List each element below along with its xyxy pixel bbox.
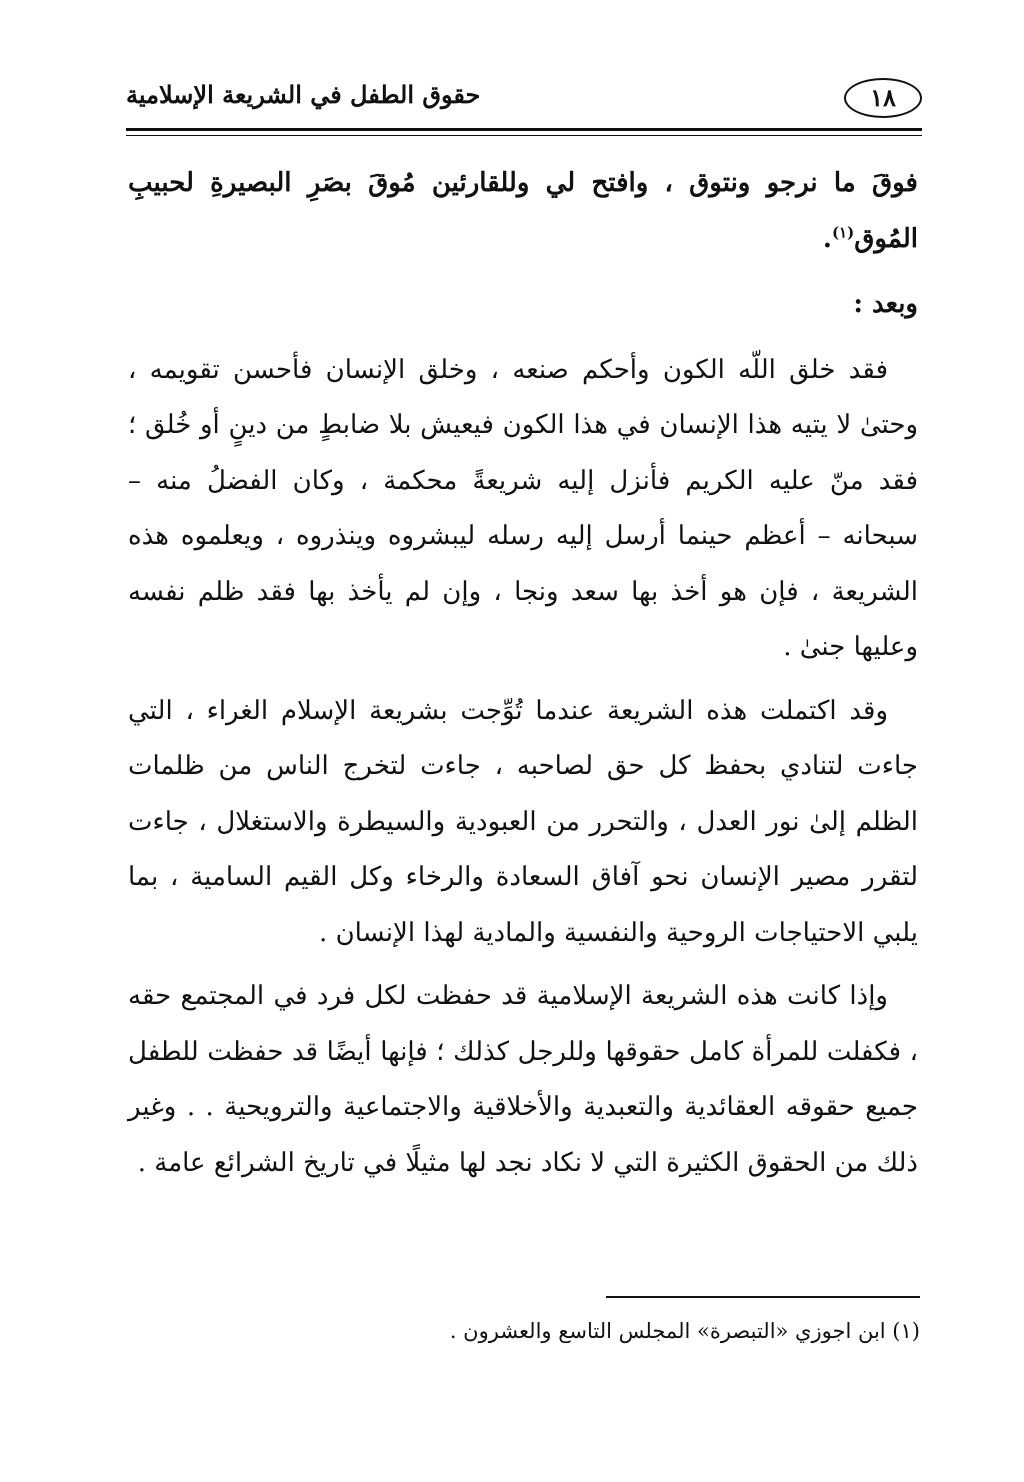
footnote-1: (١) ابن اجوزي «التبصرة» المجلس التاسع والعشرون . [449,1319,920,1343]
footnote-separator [606,1296,920,1298]
opening-end: . [822,223,832,254]
header-rule-thick [126,128,922,131]
paragraph-gap [128,961,918,969]
page-header [126,70,922,128]
paragraph-3: وإذا كانت هذه الشريعة الإسلامية قد حفظت لكل فرد في المجتمع حقه ، فكفلت للمرأة كامل حقوقها وللرجل كذلك ؛ فإنها أيضًا قد حفظت للطفل جميع حقوقه العقائدية والتعبدية والأخلاقية والاجتماعية والترويحية . . وغير ذلك من الحقوق الكثيرة التي لا نكاد نجد لها مثيلًا في تاريخ الشرائع عامة . [128,981,918,1178]
section-heading: وبعد : [853,289,918,319]
main-text [128,156,918,1191]
header-rule-thin [126,135,922,136]
footnote-ref-1: (١) [831,222,855,241]
running-title: حقوق الطفل في الشريعة الإسلامية [126,80,481,109]
opening-paragraph [128,156,918,267]
opening-text: فوقَ ما نرجو ونتوق ، وافتح لي وللقارئين مُوقَ بصَرِ البصيرةِ لحبيبِ المُوق [128,168,918,254]
paragraph-2: وقد اكتملت هذه الشريعة عندما تُوِّجت بشريعة الإسلام الغراء ، التي جاءت لتنادي بحفظ كل حق لصاحبه ، جاءت لتخرج الناس من ظلمات الظلم إلىٰ نور العدل ، والتحرر من العبودية والسيطرة والاستغلال ، جاءت لتقرر مصير الإنسان نحو آفاق السعادة والرخاء وكل القيم السامية ، بما يلبي الاحتياجات الروحية والنفسية والمادية لهذا الإنسان . [128,695,918,948]
paragraph-gap [128,676,918,684]
paragraph-1: فقد خلق اللّه الكون وأحكم صنعه ، وخلق الإنسان فأحسن تقويمه ، وحتىٰ لا يتيه هذا الإنسان في هذا الكون فيعيش بلا ضابطٍ من دينٍ أو خُلق ؛ فقد منّ عليه الكريم فأنزل إليه شريعةً محكمة ، وكان الفضلُ منه – سبحانه – أعظم حينما أرسل إليه رسله ليبشروه وينذروه ، ويعلموه هذه الشريعة ، فإن هو أخذ بها سعد ونجا ، وإن لم يأخذ بها فقد ظلم نفسه وعليها جنىٰ . [128,354,918,662]
page-number: ١٨ [844,78,922,118]
